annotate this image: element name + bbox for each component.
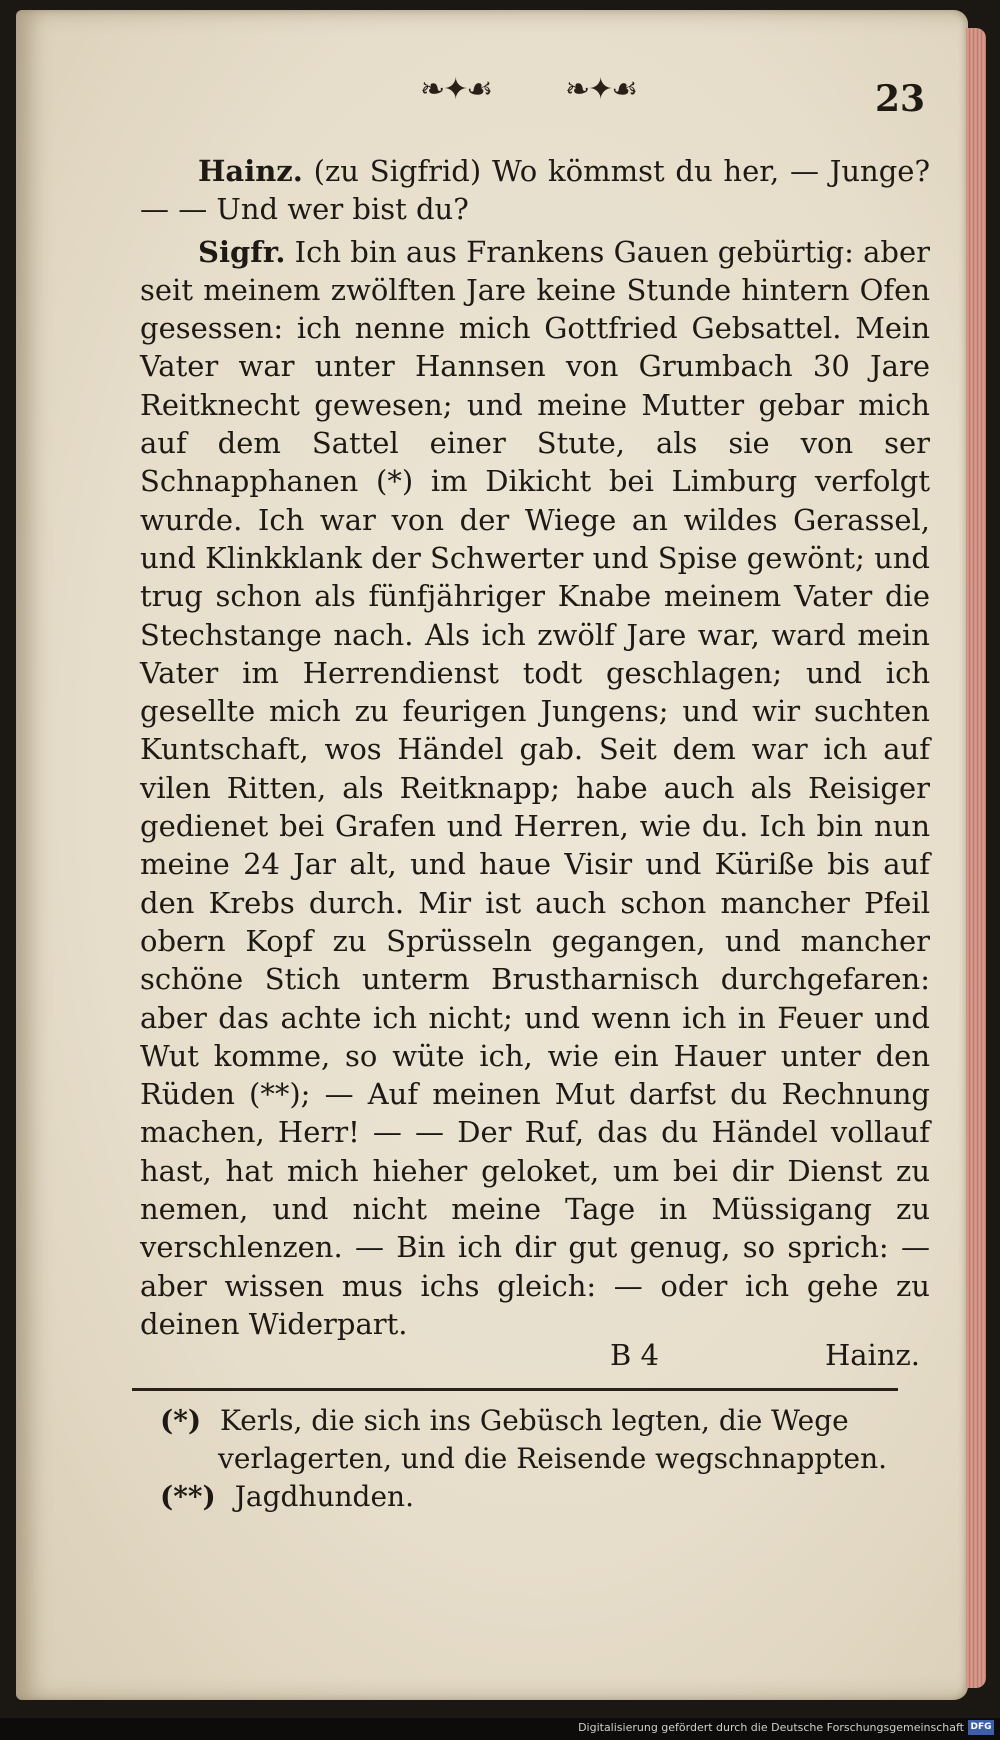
footnote-continuation: verlagerten, und die Reisende wegschnappten.	[218, 1442, 888, 1475]
footnote	[160, 1402, 920, 1478]
page-number: 23	[875, 78, 926, 120]
speaker-name: Sigfr.	[198, 234, 286, 269]
header-ornament-right: ❧✦☙	[565, 72, 637, 107]
paragraph	[140, 152, 930, 229]
funding-credit: Digitalisierung gefördert durch die Deutsche Forschungsgemeinschaft	[578, 1721, 964, 1734]
paragraph-text: Ich bin aus Frankens Gauen gebürtig: aber seit meinem zwölften Jare keine Stunde hintern Ofen gesessen: ich nenne mich Gottfried Gebsattel. Mein Vater war unter Hannsen von Grumbach 30 Jare Reitknecht gewesen; und meine Mutter gebar mich auf dem Sattel einer Stute, als sie von ser Schnapphanen (*) im Dikicht bei Limburg verfolgt wurde. Ich war von der Wiege an wildes Gerassel, und Klinkklank der Schwerter und Spise gewönt; und trug schon als fünfjähriger Knabe meinem Vater die Stechstange nach. Als ich zwölf Jare war, ward mein Vater im Herrendienst todt geschlagen; und ich gesellte mich zu feurigen Jungens; und wir suchten Kuntschaft, wos Händel gab. Seit dem war ich auf vilen Ritten, als Reitknapp; habe auch als Reisiger gedienet bei Grafen und Herren, wie du. Ich bin nun meine 24 Jar alt, und haue Visir und Küriße bis auf den Krebs durch. Mir ist auch schon mancher Pfeil obern Kopf zu Sprüsseln gegangen, und mancher schöne Stich unterm Brustharnisch durchgefaren: aber das achte ich nicht; und wenn ich in Feuer und Wut komme, so wüte ich, wie ein Hauer unter den Rüden (**); — Auf meinen Mut darfst du Rechnung machen, Herr! — — Der Ruf, das du Händel vollauf hast, hat mich hieher geloket, um bei dir Dienst zu nemen, und nicht meine Tage in Müssigang zu verschlenzen. — Bin ich dir gut genug, so sprich: — aber wissen mus ichs gleich: — oder ich gehe zu deinen Widerpart.	[140, 234, 930, 1341]
signature-mark: B 4	[610, 1338, 659, 1372]
footnote-marker: (*)	[160, 1404, 202, 1437]
catchword: Hainz.	[824, 1338, 920, 1372]
main-text	[140, 152, 930, 1347]
paragraph	[140, 233, 930, 1344]
footnotes	[160, 1402, 920, 1516]
paragraph-text: (zu Sigfrid) Wo kömmst du her, — Junge? — — Und wer bist du?	[140, 154, 930, 227]
speaker-name: Hainz.	[198, 154, 303, 188]
page-edge	[966, 28, 986, 1688]
dfg-logo-icon: DFG	[968, 1720, 994, 1735]
footnote-text: Jagdhunden.	[234, 1480, 414, 1513]
footnote-marker: (**)	[160, 1480, 216, 1513]
footnote-text: Kerls, die sich ins Gebüsch legten, die Wege	[220, 1404, 849, 1437]
header-ornament-left: ❧✦☙	[420, 72, 492, 107]
footnote-rule	[132, 1388, 898, 1391]
footnote	[160, 1478, 920, 1516]
